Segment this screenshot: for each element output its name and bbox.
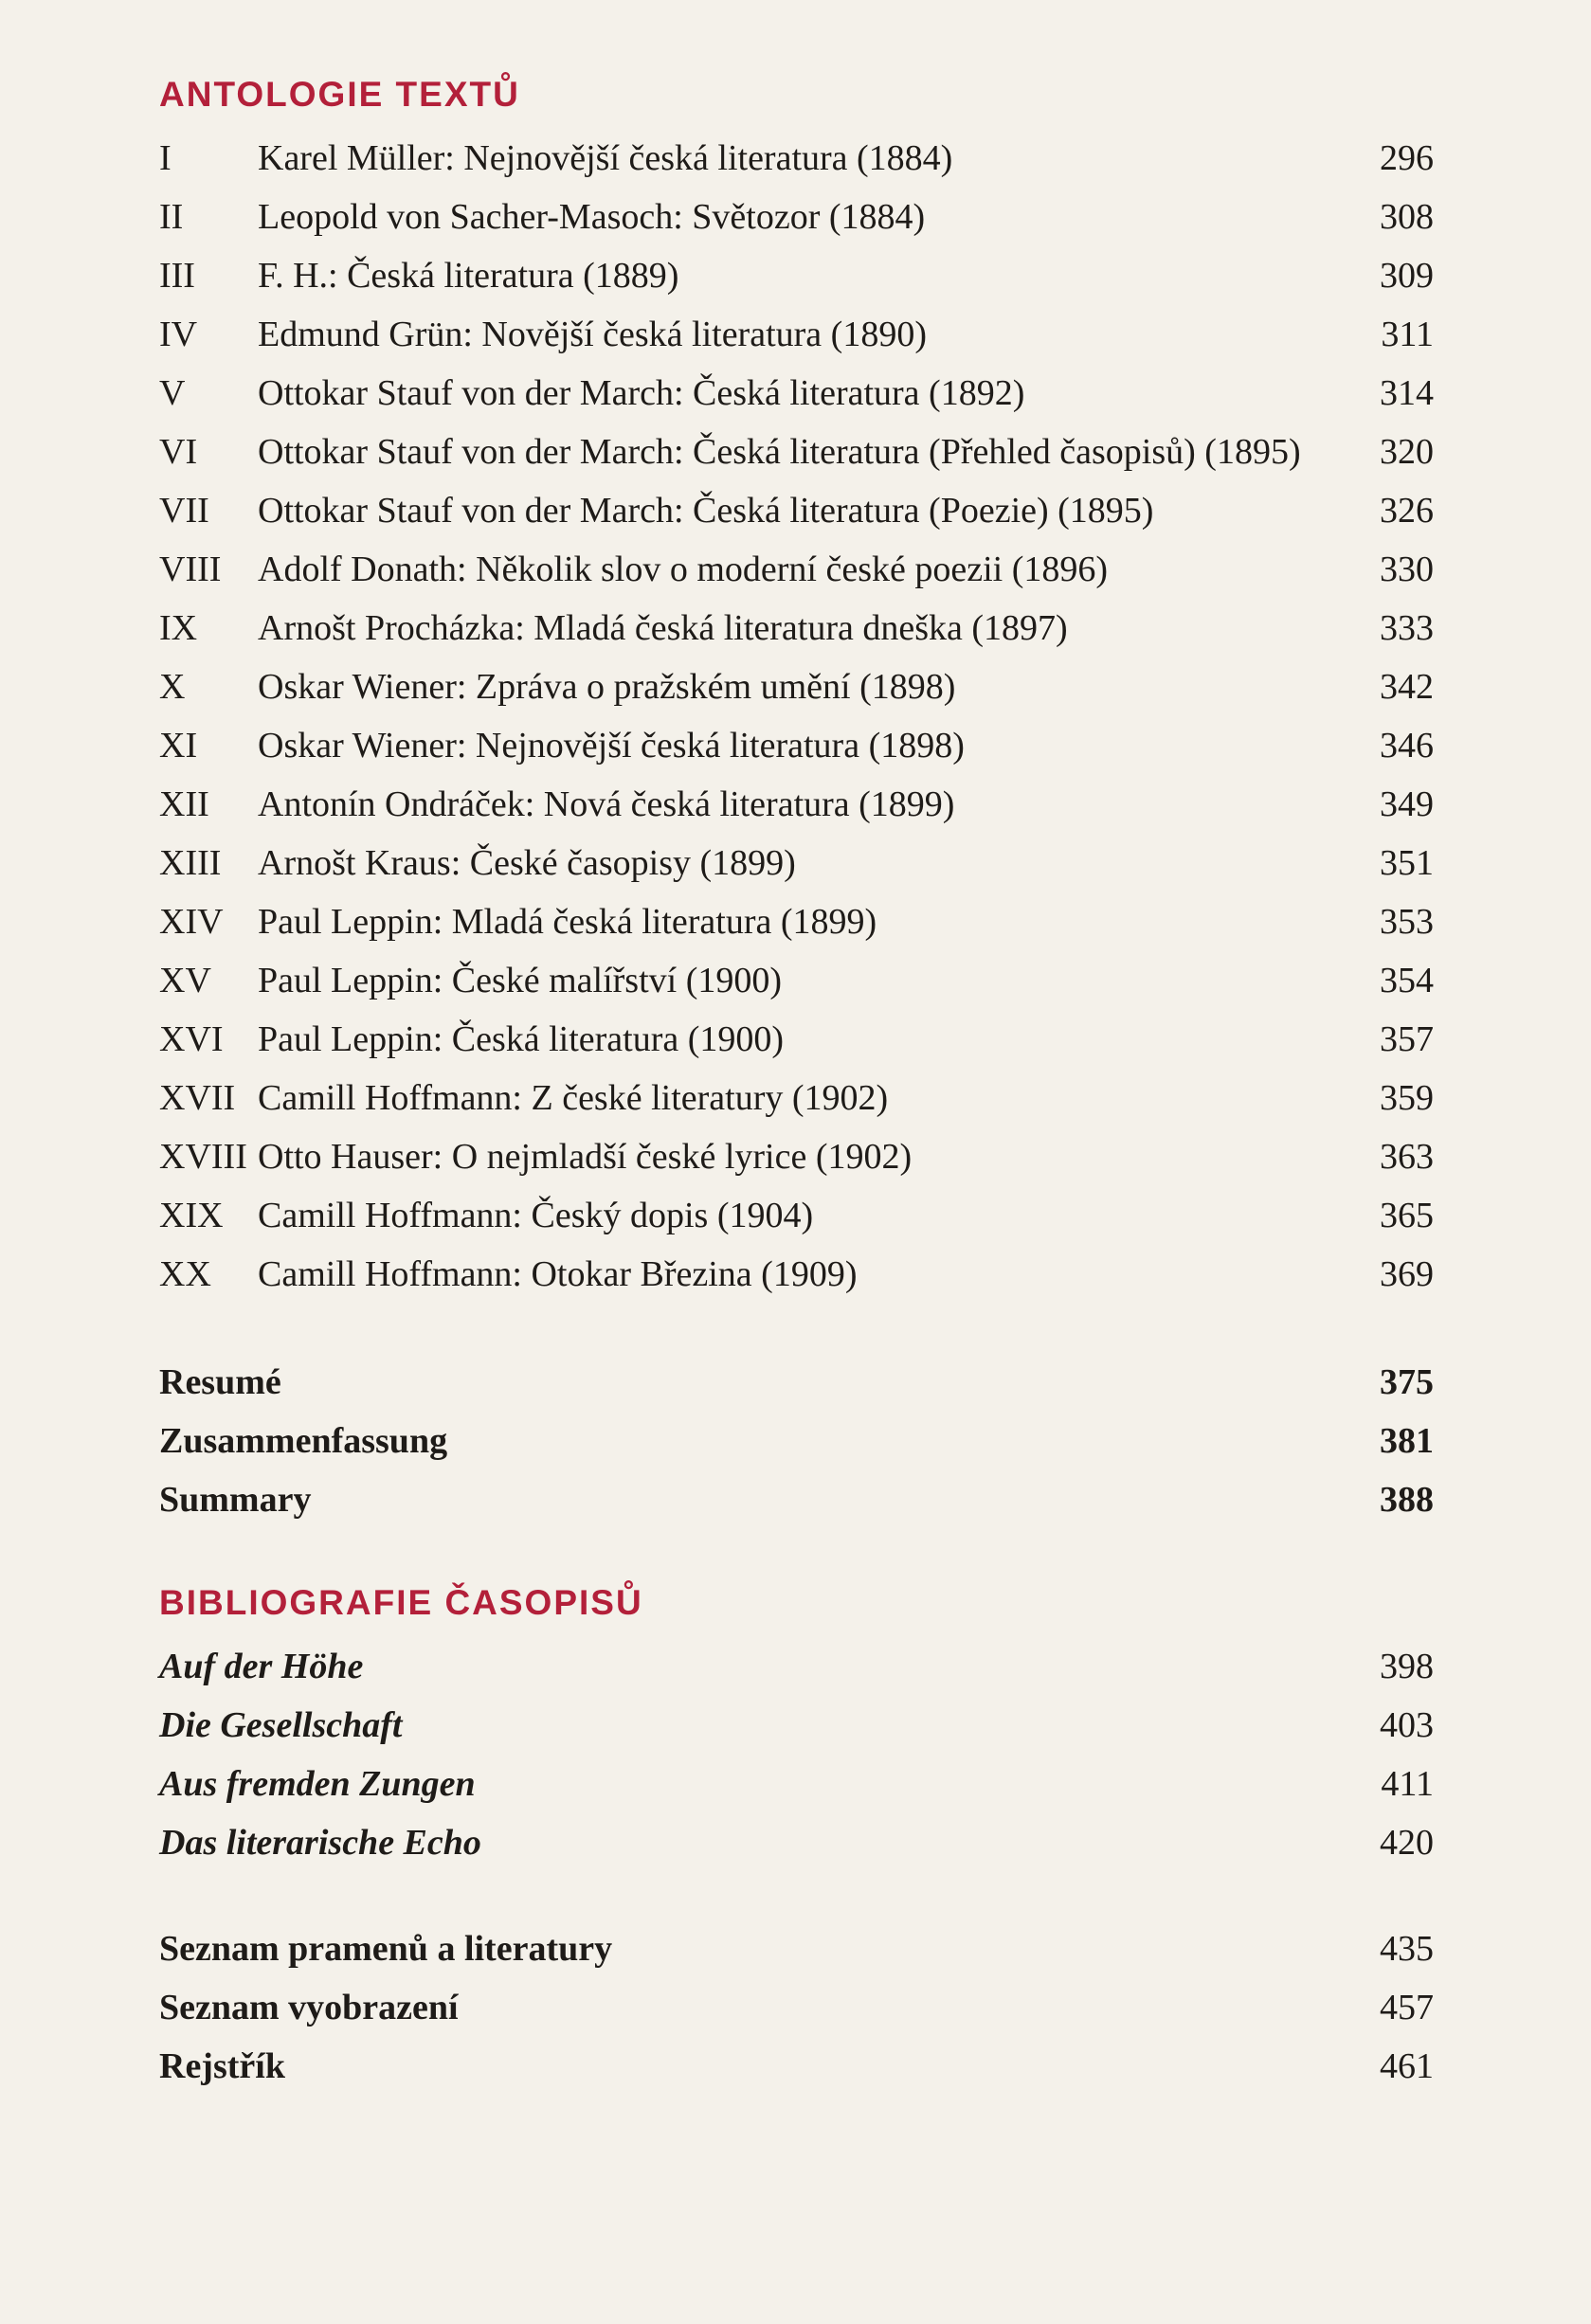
- toc-row: [159, 1919, 1434, 1978]
- entry-number: XV: [159, 961, 211, 1000]
- entry-number: I: [159, 138, 172, 178]
- appendix-title: Seznam pramenů a literatury: [159, 1929, 613, 1969]
- toc-row: [159, 1813, 1434, 1872]
- toc-row: [159, 1978, 1434, 2037]
- toc-row: [159, 716, 1434, 775]
- entry-page: 309: [1380, 256, 1434, 296]
- entry-page: 381: [1380, 1421, 1434, 1461]
- bibliography-heading: BIBLIOGRAFIE ČASOPISŮ: [159, 1583, 643, 1622]
- toc-row: [159, 1245, 1434, 1304]
- entry-number: XX: [159, 1254, 211, 1294]
- entry-page: 333: [1380, 608, 1434, 648]
- entry-number: VIII: [159, 549, 222, 589]
- entry-page: 357: [1380, 1019, 1434, 1059]
- entry-title: Arnošt Procházka: Mladá česká literatura dneška (1897): [258, 608, 1068, 648]
- entry-page: 461: [1380, 2046, 1434, 2086]
- entry-page: 420: [1380, 1823, 1434, 1863]
- entry-title: Camill Hoffmann: Z české literatury (1902): [258, 1078, 889, 1118]
- anthology-heading: ANTOLOGIE TEXTŮ: [159, 75, 520, 114]
- journal-title: Die Gesellschaft: [159, 1705, 403, 1745]
- toc-row: [159, 188, 1434, 246]
- entry-number: XII: [159, 784, 209, 824]
- entry-title: Paul Leppin: České malířství (1900): [258, 961, 783, 1000]
- summary-title: Resumé: [159, 1362, 281, 1402]
- toc-row: [159, 305, 1434, 364]
- entry-page: 375: [1380, 1362, 1434, 1402]
- toc-row: [159, 599, 1434, 658]
- summary-title: Zusammenfassung: [159, 1421, 448, 1461]
- entry-number: V: [159, 373, 186, 413]
- entry-number: XIV: [159, 902, 224, 942]
- toc-row: [159, 246, 1434, 305]
- entry-page: 411: [1381, 1764, 1434, 1804]
- entry-page: 311: [1381, 315, 1434, 354]
- entry-page: 308: [1380, 197, 1434, 237]
- entry-number: IX: [159, 608, 198, 648]
- entry-number: XVIII: [159, 1137, 247, 1177]
- entry-number: XVI: [159, 1019, 224, 1059]
- toc-row: [159, 892, 1434, 951]
- entry-number: III: [159, 256, 195, 296]
- appendix-list: [159, 1919, 1434, 2096]
- entry-page: 363: [1380, 1137, 1434, 1177]
- entry-title: Ottokar Stauf von der March: Česká literatura (Přehled časopisů) (1895): [258, 432, 1301, 472]
- entry-number: XVII: [159, 1078, 236, 1118]
- journal-title: Auf der Höhe: [159, 1647, 364, 1686]
- toc-row: [159, 1696, 1434, 1755]
- entry-page: 365: [1380, 1196, 1434, 1235]
- entry-page: 353: [1380, 902, 1434, 942]
- appendix-title: Seznam vyobrazení: [159, 1988, 459, 2027]
- entry-title: Paul Leppin: Česká literatura (1900): [258, 1019, 785, 1059]
- entry-number: X: [159, 667, 186, 707]
- toc-page: [159, 66, 1434, 2096]
- entry-title: Edmund Grün: Novější česká literatura (1890): [258, 315, 927, 354]
- entry-number: XIII: [159, 843, 222, 883]
- entry-number: VII: [159, 491, 209, 531]
- entry-page: 398: [1380, 1647, 1434, 1686]
- toc-row: [159, 658, 1434, 716]
- entry-page: 403: [1380, 1705, 1434, 1745]
- entry-page: 457: [1380, 1988, 1434, 2027]
- entry-page: 342: [1380, 667, 1434, 707]
- entry-title: Oskar Wiener: Zpráva o pražském umění (1898): [258, 667, 956, 707]
- toc-row: [159, 1412, 1434, 1470]
- entry-title: Camill Hoffmann: Český dopis (1904): [258, 1196, 814, 1235]
- entry-title: Paul Leppin: Mladá česká literatura (1899): [258, 902, 877, 942]
- appendix-title: Rejstřík: [159, 2046, 285, 2086]
- entry-title: Ottokar Stauf von der March: Česká literatura (1892): [258, 373, 1025, 413]
- entry-number: VI: [159, 432, 198, 472]
- toc-row: [159, 1637, 1434, 1696]
- toc-row: [159, 1010, 1434, 1069]
- entry-page: 354: [1380, 961, 1434, 1000]
- entry-page: 346: [1380, 726, 1434, 766]
- entry-number: IV: [159, 315, 198, 354]
- entry-title: Adolf Donath: Několik slov o moderní české poezii (1896): [258, 549, 1109, 589]
- entry-page: 330: [1380, 549, 1434, 589]
- toc-row: [159, 423, 1434, 481]
- toc-row: [159, 775, 1434, 834]
- summary-title: Summary: [159, 1480, 312, 1520]
- toc-row: [159, 1470, 1434, 1529]
- entry-title: Arnošt Kraus: České časopisy (1899): [258, 843, 796, 883]
- entry-page: 349: [1380, 784, 1434, 824]
- entry-title: Antonín Ondráček: Nová česká literatura (1899): [258, 784, 955, 824]
- journal-title: Aus fremden Zungen: [159, 1764, 476, 1804]
- summaries-list: [159, 1353, 1434, 1529]
- toc-row: [159, 481, 1434, 540]
- entry-page: 326: [1380, 491, 1434, 531]
- toc-row: [159, 129, 1434, 188]
- entry-page: 314: [1380, 373, 1434, 413]
- toc-row: [159, 1353, 1434, 1412]
- toc-row: [159, 1755, 1434, 1813]
- toc-row: [159, 1069, 1434, 1127]
- entry-page: 296: [1380, 138, 1434, 178]
- entry-title: Karel Müller: Nejnovější česká literatura (1884): [258, 138, 953, 178]
- toc-row: [159, 540, 1434, 599]
- journal-title: Das literarische Echo: [159, 1823, 481, 1863]
- toc-row: [159, 834, 1434, 892]
- entry-page: 388: [1380, 1480, 1434, 1520]
- entry-title: Oskar Wiener: Nejnovější česká literatura (1898): [258, 726, 965, 766]
- entry-number: XI: [159, 726, 198, 766]
- entry-number: XIX: [159, 1196, 224, 1235]
- toc-row: [159, 1186, 1434, 1245]
- bibliography-list: [159, 1637, 1434, 1872]
- entry-page: 435: [1380, 1929, 1434, 1969]
- toc-row: [159, 951, 1434, 1010]
- entry-page: 351: [1380, 843, 1434, 883]
- entry-page: 320: [1380, 432, 1434, 472]
- entry-title: Leopold von Sacher-Masoch: Světozor (1884): [258, 197, 926, 237]
- entry-number: II: [159, 197, 184, 237]
- entry-title: Camill Hoffmann: Otokar Březina (1909): [258, 1254, 858, 1294]
- anthology-list: [159, 129, 1434, 1304]
- entry-title: F. H.: Česká literatura (1889): [258, 256, 679, 296]
- toc-row: [159, 364, 1434, 423]
- entry-title: Otto Hauser: O nejmladší české lyrice (1902): [258, 1137, 913, 1177]
- entry-title: Ottokar Stauf von der March: Česká literatura (Poezie) (1895): [258, 491, 1154, 531]
- entry-page: 359: [1380, 1078, 1434, 1118]
- entry-page: 369: [1380, 1254, 1434, 1294]
- toc-row: [159, 2037, 1434, 2096]
- toc-row: [159, 1127, 1434, 1186]
